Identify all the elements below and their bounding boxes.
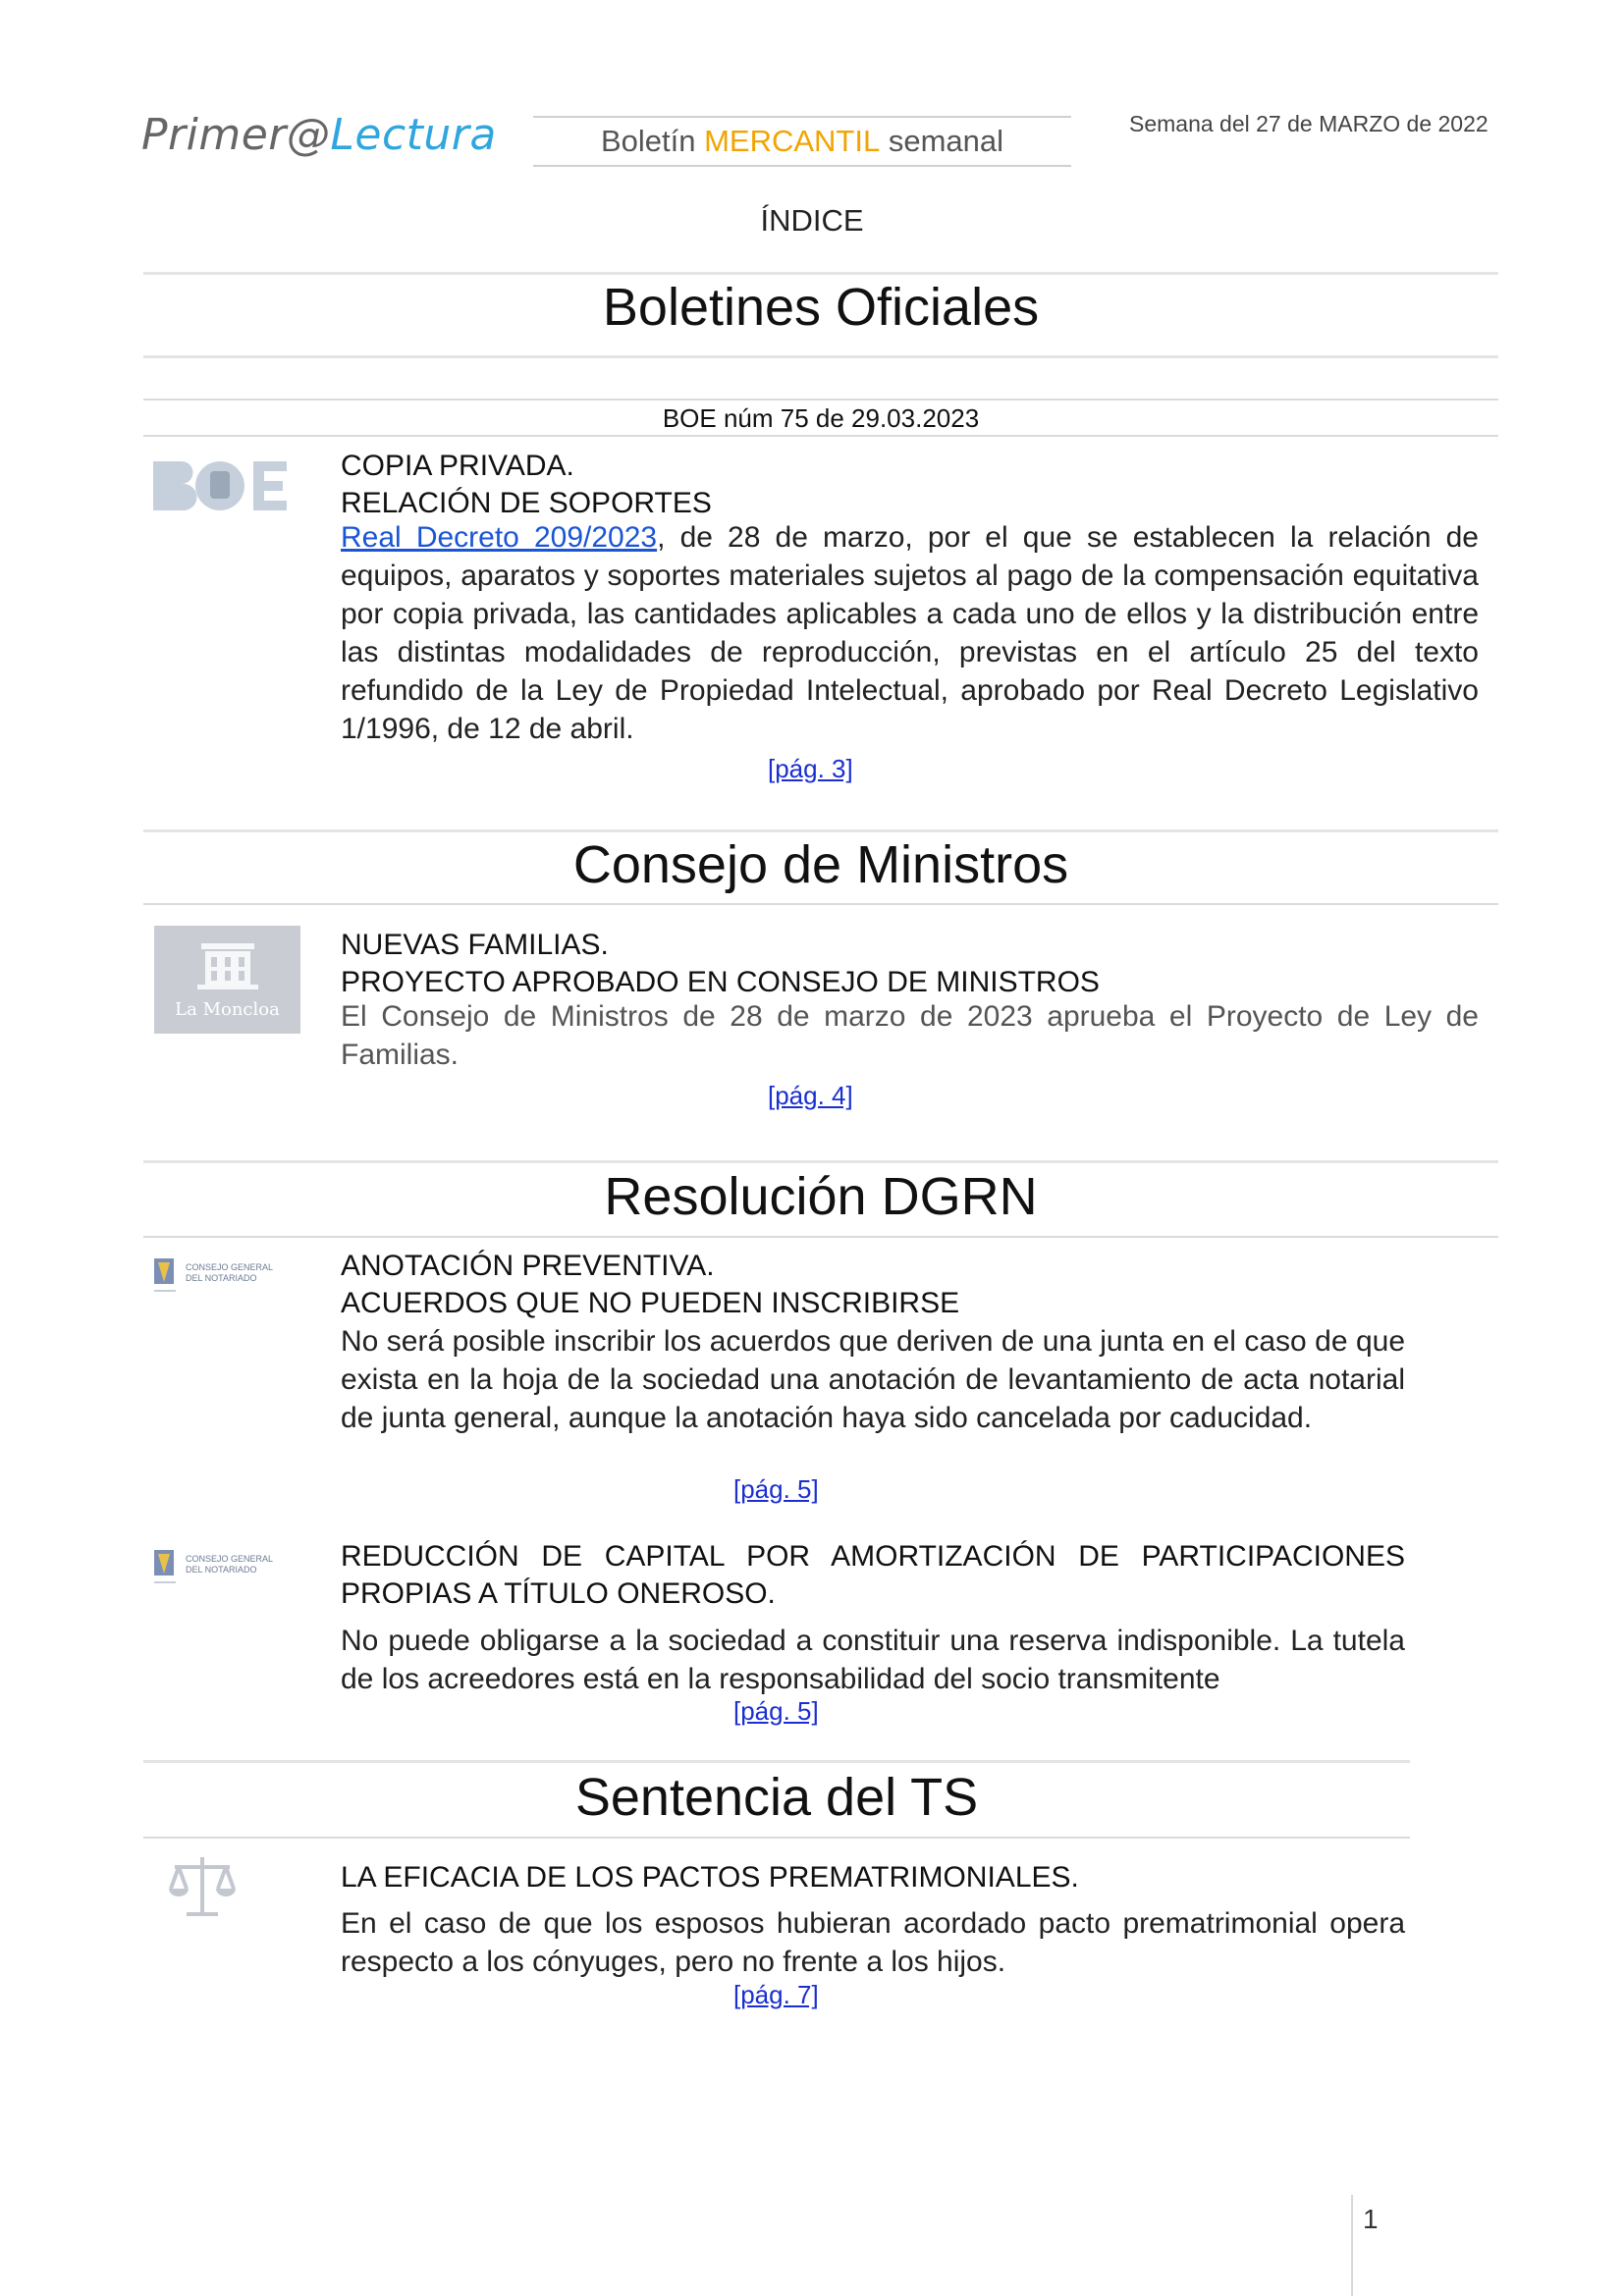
divider: [143, 903, 1498, 905]
page-link[interactable]: [pág. 5]: [733, 1474, 819, 1504]
entry-body: En el caso de que los esposos hubieran acordado pacto prematrimonial opera respecto a los cónyuges, pero no frente a los hijos.: [341, 1907, 1405, 1978]
divider: [143, 272, 1498, 275]
divider: [143, 1236, 1498, 1238]
entry-title-line: ANOTACIÓN PREVENTIVA.: [341, 1250, 715, 1282]
brand-logo: [141, 110, 497, 160]
notariado-logo: [150, 1546, 288, 1593]
brand-prefix: Primer@: [141, 110, 331, 160]
entry-title-line: ACUERDOS QUE NO PUEDEN INSCRIBIRSE: [341, 1287, 960, 1319]
entry-title-line: PROYECTO APROBADO EN CONSEJO DE MINISTROS: [341, 966, 1100, 998]
entry-title: LA EFICACIA DE LOS PACTOS PREMATRIMONIALES.: [341, 1861, 1079, 1894]
entry-body: [341, 518, 1479, 748]
page-link[interactable]: [pág. 3]: [768, 754, 853, 783]
bulletin-post: semanal: [880, 124, 1004, 158]
page-number: 1: [1363, 2204, 1379, 2234]
entry-title-line: RELACIÓN DE SOPORTES: [341, 487, 712, 519]
scales-of-justice-icon: [167, 1853, 238, 1920]
brand-accent: Lectura: [330, 110, 497, 160]
divider: [143, 355, 1498, 358]
section-title-ts: Sentencia del TS: [574, 1768, 979, 1827]
divider: [143, 1760, 1410, 1763]
divider: [143, 1837, 1410, 1839]
notariado-logo-line: DEL NOTARIADO: [186, 1565, 257, 1575]
real-decreto-link[interactable]: Real Decreto 209/2023: [341, 521, 658, 554]
notariado-logo-line: DEL NOTARIADO: [186, 1273, 257, 1283]
bulletin-mercantil: MERCANTIL: [704, 124, 881, 158]
entry-body-text: , de 28 de marzo, por el que se establecen la relación de equipos, aparatos y soportes materiales sujetos al pago de la compensación equitativa por copia privada, las cantidades aplicables a cada uno de ellos y la distribución entre las distintas modalidades de reproducción, previstas en el artículo 25 del texto refundido de la Ley de Propiedad Intelectual, aprobado por Real Decreto Legislativo 1/1996, de 12 de abril.: [341, 521, 1479, 745]
entry-title: [341, 927, 1480, 1001]
page-link[interactable]: [pág. 7]: [733, 1980, 819, 2009]
entry-title: [341, 1248, 1411, 1322]
notariado-logo-line: CONSEJO GENERAL: [186, 1554, 274, 1564]
divider: [143, 829, 1498, 832]
boe-logo-icon: [153, 457, 287, 514]
entry-title-line: COPIA PRIVADA.: [341, 450, 574, 482]
notariado-emblem-icon: [150, 1255, 180, 1302]
bulletin-pre: Boletín: [600, 124, 705, 158]
moncloa-logo-text: La Moncloa: [175, 999, 280, 1020]
divider: [143, 435, 1498, 437]
notariado-emblem-icon: [150, 1546, 180, 1593]
bulletin-label: [533, 116, 1071, 167]
section-title-dgrn: Resolución DGRN: [604, 1167, 1038, 1226]
entry-body: El Consejo de Ministros de 28 de marzo de 2023 aprueba el Proyecto de Ley de Familias.: [341, 1000, 1479, 1071]
section-title-boletines: Boletines Oficiales: [602, 278, 1040, 337]
entry-title-line: NUEVAS FAMILIAS.: [341, 929, 609, 961]
divider: [143, 1160, 1498, 1163]
index-heading: ÍNDICE: [760, 203, 864, 238]
page-link[interactable]: [pág. 5]: [733, 1696, 819, 1726]
page-number-rule: [1351, 2195, 1353, 2296]
section-title-consejo: Consejo de Ministros: [572, 835, 1069, 894]
boe-reference: BOE núm 75 de 29.03.2023: [662, 403, 980, 433]
entry-title: REDUCCIÓN DE CAPITAL POR AMORTIZACIÓN DE PARTICIPACIONES PROPIAS A TÍTULO ONEROSO.: [341, 1540, 1405, 1610]
week-date: Semana del 27 de MARZO de 2022: [1129, 111, 1489, 136]
moncloa-logo: [154, 926, 300, 1034]
entry-body: No será posible inscribir los acuerdos que deriven de una junta en el caso de que exista en la hoja de la sociedad una anotación de levantamiento de acta notarial de junta general, aunque la anotación haya sido cancelada por caducidad.: [341, 1325, 1405, 1434]
page-link[interactable]: [pág. 4]: [768, 1081, 853, 1110]
notariado-logo-line: CONSEJO GENERAL: [186, 1262, 274, 1272]
divider: [143, 399, 1498, 400]
entry-body: No puede obligarse a la sociedad a constituir una reserva indisponible. La tutela de los acreedores está en la responsabilidad del socio transmitente: [341, 1625, 1405, 1695]
notariado-logo: [150, 1255, 288, 1302]
entry-title: [341, 448, 1480, 522]
